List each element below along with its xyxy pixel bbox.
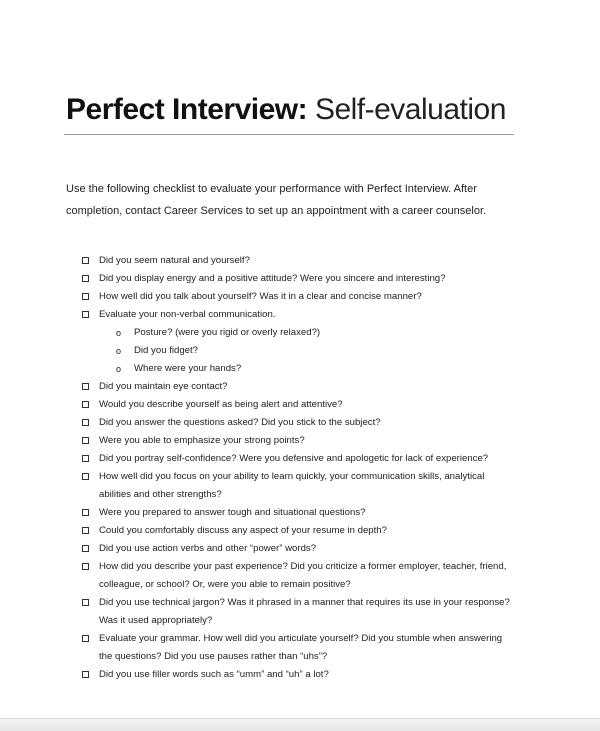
checklist-item-text: Did you use technical jargon? Was it phrased in a manner that requires its use in your response? xyxy=(99,597,510,608)
checklist-item-text: Did you maintain eye contact? xyxy=(99,381,228,392)
checklist-item-line xyxy=(0,540,600,558)
checklist-item xyxy=(0,540,600,558)
checklist-item xyxy=(0,468,600,504)
checklist-item xyxy=(0,306,600,324)
intro-paragraph xyxy=(66,178,486,222)
checklist-item xyxy=(0,252,600,270)
checklist-item-text: Could you comfortably discuss any aspect of your resume in depth? xyxy=(99,525,387,536)
checklist-item-text: Did you portray self-confidence? Were you defensive and apologetic for lack of experience? xyxy=(99,453,489,464)
checklist-item-line xyxy=(0,558,600,576)
sub-list-item xyxy=(0,324,600,342)
title-divider xyxy=(64,134,514,135)
checkbox-icon[interactable] xyxy=(82,671,89,678)
checklist-item-text: Evaluate your non-verbal communication. xyxy=(99,309,276,320)
checklist-item-line xyxy=(0,486,600,504)
title-bold-part: Perfect Interview: xyxy=(66,93,308,126)
checkbox-icon[interactable] xyxy=(82,383,89,390)
checkbox-icon[interactable] xyxy=(82,527,89,534)
circle-bullet-icon: o xyxy=(116,364,122,374)
checkbox-icon[interactable] xyxy=(82,419,89,426)
checkbox-icon[interactable] xyxy=(82,293,89,300)
checklist-item-line xyxy=(0,576,600,594)
checklist-item-line xyxy=(0,414,600,432)
checklist-item-line xyxy=(0,360,600,378)
checklist-item-line xyxy=(0,648,600,666)
circle-bullet-icon: o xyxy=(116,346,122,356)
checklist-item xyxy=(0,558,600,594)
checkbox-icon[interactable] xyxy=(82,257,89,264)
checklist-item-text: Did you display energy and a positive attitude? Were you sincere and interesting? xyxy=(99,273,446,284)
checklist-item-text: How well did you focus on your ability to learn quickly, your communication skills, analytical xyxy=(99,471,485,482)
checkbox-icon[interactable] xyxy=(82,473,89,480)
checklist-item-line xyxy=(0,432,600,450)
checklist-item-line xyxy=(0,594,600,612)
checklist-item-line xyxy=(0,522,600,540)
checklist-item-line xyxy=(0,612,600,630)
checklist-item xyxy=(0,432,600,450)
checklist-item xyxy=(0,414,600,432)
title-light-part: Self-evaluation xyxy=(314,93,506,126)
checkbox-icon[interactable] xyxy=(82,455,89,462)
checklist-item-line xyxy=(0,342,600,360)
checklist-item-text: Evaluate your grammar. How well did you articulate yourself? Did you stumble when answering xyxy=(99,633,503,644)
checkbox-icon[interactable] xyxy=(82,563,89,570)
checklist-item-line xyxy=(0,396,600,414)
checklist-item-text: Would you describe yourself as being alert and attentive? xyxy=(99,399,343,410)
checklist-item-line xyxy=(0,378,600,396)
checkbox-icon[interactable] xyxy=(82,635,89,642)
checklist-item-text: Were you able to emphasize your strong points? xyxy=(99,435,305,446)
checklist-item xyxy=(0,378,600,396)
sub-list-item xyxy=(0,342,600,360)
page-bottom-edge xyxy=(0,718,600,731)
checklist-item xyxy=(0,450,600,468)
checklist-item-text: Did you use filler words such as “umm” and “uh” a lot? xyxy=(99,669,329,680)
checklist-item-line xyxy=(0,252,600,270)
checkbox-icon[interactable] xyxy=(82,545,89,552)
checklist xyxy=(0,252,600,684)
checklist-item-text: abilities and other strengths? xyxy=(99,489,222,500)
checklist-item xyxy=(0,504,600,522)
checklist-item-text: Did you use action verbs and other “power” words? xyxy=(99,543,317,554)
checklist-item xyxy=(0,630,600,666)
checklist-item-line xyxy=(0,324,600,342)
checklist-item-text: Posture? (were you rigid or overly relaxed?) xyxy=(134,327,321,338)
checklist-item-line xyxy=(0,630,600,648)
checkbox-icon[interactable] xyxy=(82,437,89,444)
checklist-item-text: colleague, or school? Or, were you able to remain positive? xyxy=(99,579,351,590)
checklist-item-line xyxy=(0,306,600,324)
checklist-item-line xyxy=(0,450,600,468)
checklist-item-line xyxy=(0,504,600,522)
intro-line: Use the following checklist to evaluate your performance with Perfect Interview. After xyxy=(66,183,477,195)
checkbox-icon[interactable] xyxy=(82,509,89,516)
checklist-item-text: Did you fidget? xyxy=(134,345,198,356)
checklist-item-text: How well did you talk about yourself? Was it in a clear and concise manner? xyxy=(99,291,422,302)
checklist-item xyxy=(0,522,600,540)
checklist-item-line xyxy=(0,666,600,684)
checklist-item-line xyxy=(0,270,600,288)
sub-list-item xyxy=(0,360,600,378)
checkbox-icon[interactable] xyxy=(82,275,89,282)
checklist-item xyxy=(0,594,600,630)
checkbox-icon[interactable] xyxy=(82,401,89,408)
checklist-item-text: the questions? Did you use pauses rather than “uhs”? xyxy=(99,651,328,662)
checkbox-icon[interactable] xyxy=(82,599,89,606)
circle-bullet-icon: o xyxy=(116,328,122,338)
checklist-item xyxy=(0,288,600,306)
intro-line: completion, contact Career Services to set up an appointment with a career counselor. xyxy=(66,205,487,217)
checkbox-icon[interactable] xyxy=(82,311,89,318)
checklist-item-text: How did you describe your past experience? Did you criticize a former employer, teacher, friend, xyxy=(99,561,507,572)
checklist-item-text: Did you answer the questions asked? Did you stick to the subject? xyxy=(99,417,381,428)
checklist-item-text: Were you prepared to answer tough and situational questions? xyxy=(99,507,366,518)
checklist-item-text: Where were your hands? xyxy=(134,363,242,374)
checklist-item xyxy=(0,270,600,288)
checklist-item-line xyxy=(0,288,600,306)
checklist-item-text: Did you seem natural and yourself? xyxy=(99,255,250,266)
checklist-item-line xyxy=(0,468,600,486)
page-title xyxy=(66,90,506,130)
checklist-item xyxy=(0,396,600,414)
checklist-item xyxy=(0,666,600,684)
checklist-item-text: Was it used appropriately? xyxy=(99,615,213,626)
